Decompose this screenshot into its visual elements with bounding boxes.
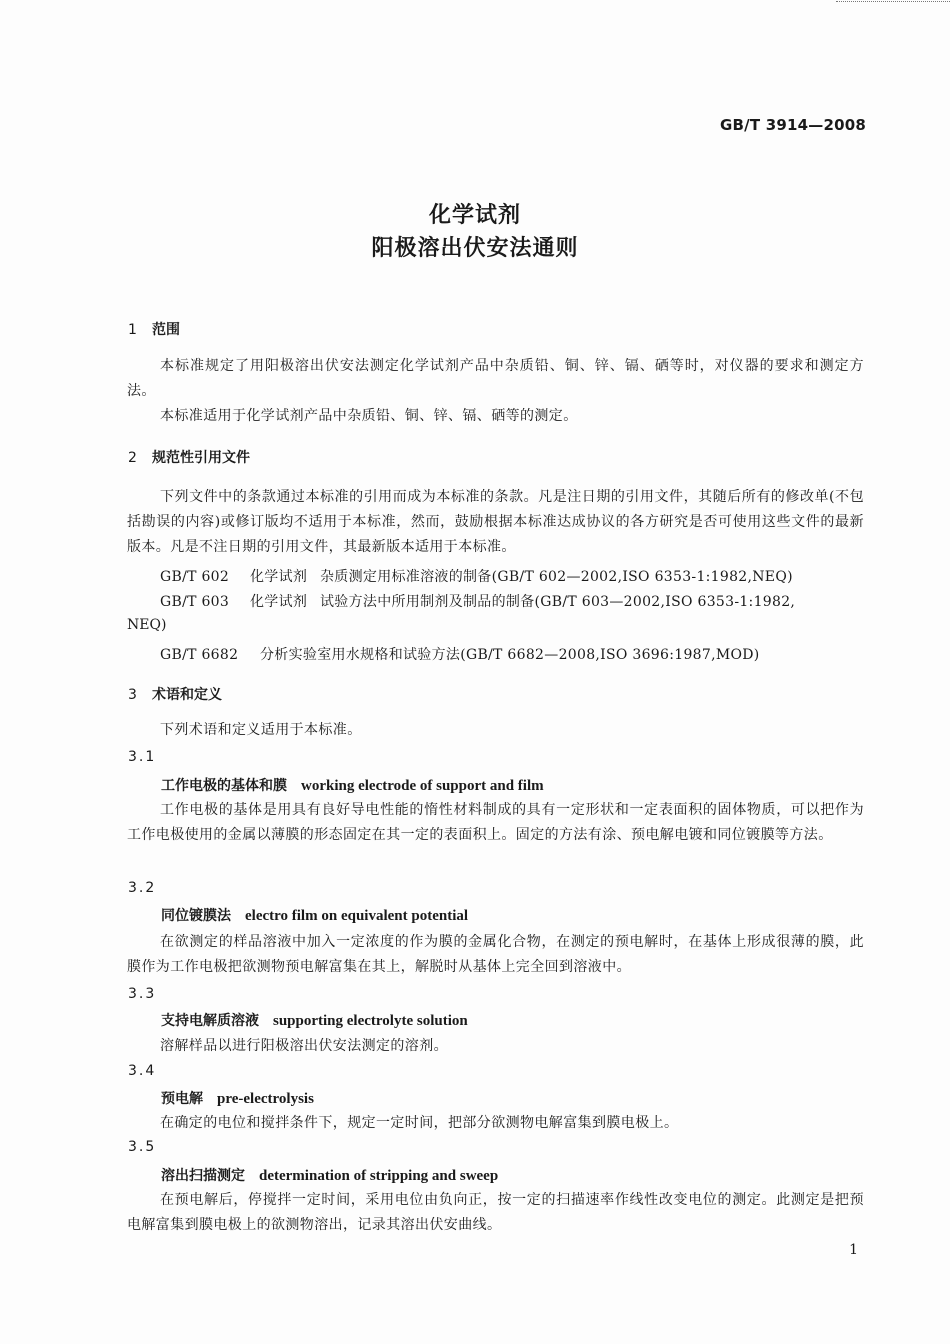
term-chinese: 同位镀膜法 (161, 908, 231, 924)
section-1-paragraph-1: 本标准规定了用阳极溶出伏安法测定化学试剂产品中杂质铅、铜、锌、镉、硒等时，对仪器的要求和测定方法。 (127, 358, 864, 399)
title-line-2: 阳极溶出伏安法通则 (371, 236, 579, 261)
term-definition: 工作电极的基体是用具有良好导电性能的惰性材料制成的具有一定形状和一定表面积的固体物质，可以把作为工作电极使用的金属以薄膜的形态固定在其一定的表面积上。固定的方法有涂、预电解电镀和同位镀膜等方法。 (127, 802, 864, 843)
term-english: working electrode of support and film (301, 778, 544, 794)
section-1-paragraph-2: 本标准适用于化学试剂产品中杂质铅、铜、锌、镉、硒等的测定。 (160, 408, 578, 424)
title-line-1: 化学试剂 (428, 203, 521, 228)
term-heading (161, 1010, 468, 1030)
term-english: pre-electrolysis (217, 1091, 314, 1107)
section-number: 3 (128, 687, 137, 703)
section-2-heading (128, 447, 250, 467)
reference-category: 化学试剂 (250, 594, 308, 610)
page-number: 1 (849, 1242, 858, 1258)
section-title: 术语和定义 (152, 687, 222, 703)
term-english: electro film on equivalent potential (245, 908, 469, 924)
term-definition: 在欲测定的样品溶液中加入一定浓度的作为膜的金属化合物，在测定的预电解时，在基体上形成很薄的膜，此膜作为工作电极把欲测物预电解富集在其上，解脱时从基体上完全回到溶液中。 (127, 934, 864, 975)
clause-number: 3.2 (128, 880, 157, 896)
reference-code: GB/T 602 (160, 569, 230, 585)
term-chinese: 溶出扫描测定 (161, 1168, 245, 1184)
reference-gbt6682 (160, 644, 760, 664)
term-definition: 在预电解后，停搅拌一定时间，采用电位由负向正，按一定的扫描速率作线性改变电位的测定。此测定是把预电解富集到膜电极上的欲测物溶出，记录其溶出伏安曲线。 (127, 1192, 864, 1233)
term-heading (161, 1088, 314, 1108)
section-2-paragraph: 下列文件中的条款通过本标准的引用而成为本标准的条款。凡是注日期的引用文件，其随后所有的修改单(不包括勘误的内容)或修订版均不适用于本标准，然而，鼓励根据本标准达成协议的各方研究是否可使用这些文件的最新版本。凡是不注日期的引用文件，其最新版本适用于本标准。 (127, 489, 864, 555)
clause-number: 3.3 (128, 986, 157, 1002)
term-english: determination of stripping and sweep (259, 1168, 499, 1184)
section-3-heading (128, 684, 222, 704)
term-heading (161, 775, 544, 795)
reference-code: GB/T 603 (160, 594, 230, 610)
term-definition: 溶解样品以进行阳极溶出伏安法测定的溶剂。 (160, 1038, 448, 1054)
standard-number: GB/T 3914—2008 (720, 116, 866, 134)
term-heading (161, 905, 468, 925)
reference-title: 分析实验室用水规格和试验方法(GB/T 6682—2008,ISO 3696:1987,MOD) (260, 647, 760, 663)
reference-title: 杂质测定用标准溶液的制备(GB/T 602—2002,ISO 6353-1:1982,NEQ) (320, 569, 793, 585)
clause-number: 3.4 (128, 1063, 157, 1079)
reference-gbt603 (160, 591, 795, 611)
term-chinese: 支持电解质溶液 (161, 1013, 259, 1029)
section-1-heading (128, 319, 180, 339)
term-chinese: 工作电极的基体和膜 (161, 778, 287, 794)
reference-category: 化学试剂 (250, 569, 308, 585)
clause-number: 3.5 (128, 1139, 157, 1155)
term-chinese: 预电解 (161, 1091, 203, 1107)
term-english: supporting electrolyte solution (273, 1013, 468, 1029)
section-title: 规范性引用文件 (152, 450, 250, 466)
section-number: 2 (128, 450, 137, 466)
reference-title: 试验方法中所用制剂及制品的制备(GB/T 603—2002,ISO 6353-1:1982, (320, 594, 796, 610)
reference-gbt602 (160, 566, 793, 586)
section-title: 范围 (152, 322, 180, 338)
section-number: 1 (128, 322, 137, 338)
scan-edge-line (836, 1, 950, 2)
reference-gbt603-continuation: NEQ) (127, 617, 167, 633)
reference-code: GB/T 6682 (160, 647, 239, 663)
term-heading (161, 1165, 498, 1185)
section-3-intro: 下列术语和定义适用于本标准。 (160, 722, 362, 738)
clause-number: 3.1 (128, 749, 157, 765)
term-definition: 在确定的电位和搅拌条件下，规定一定时间，把部分欲测物电解富集到膜电极上。 (160, 1115, 679, 1131)
